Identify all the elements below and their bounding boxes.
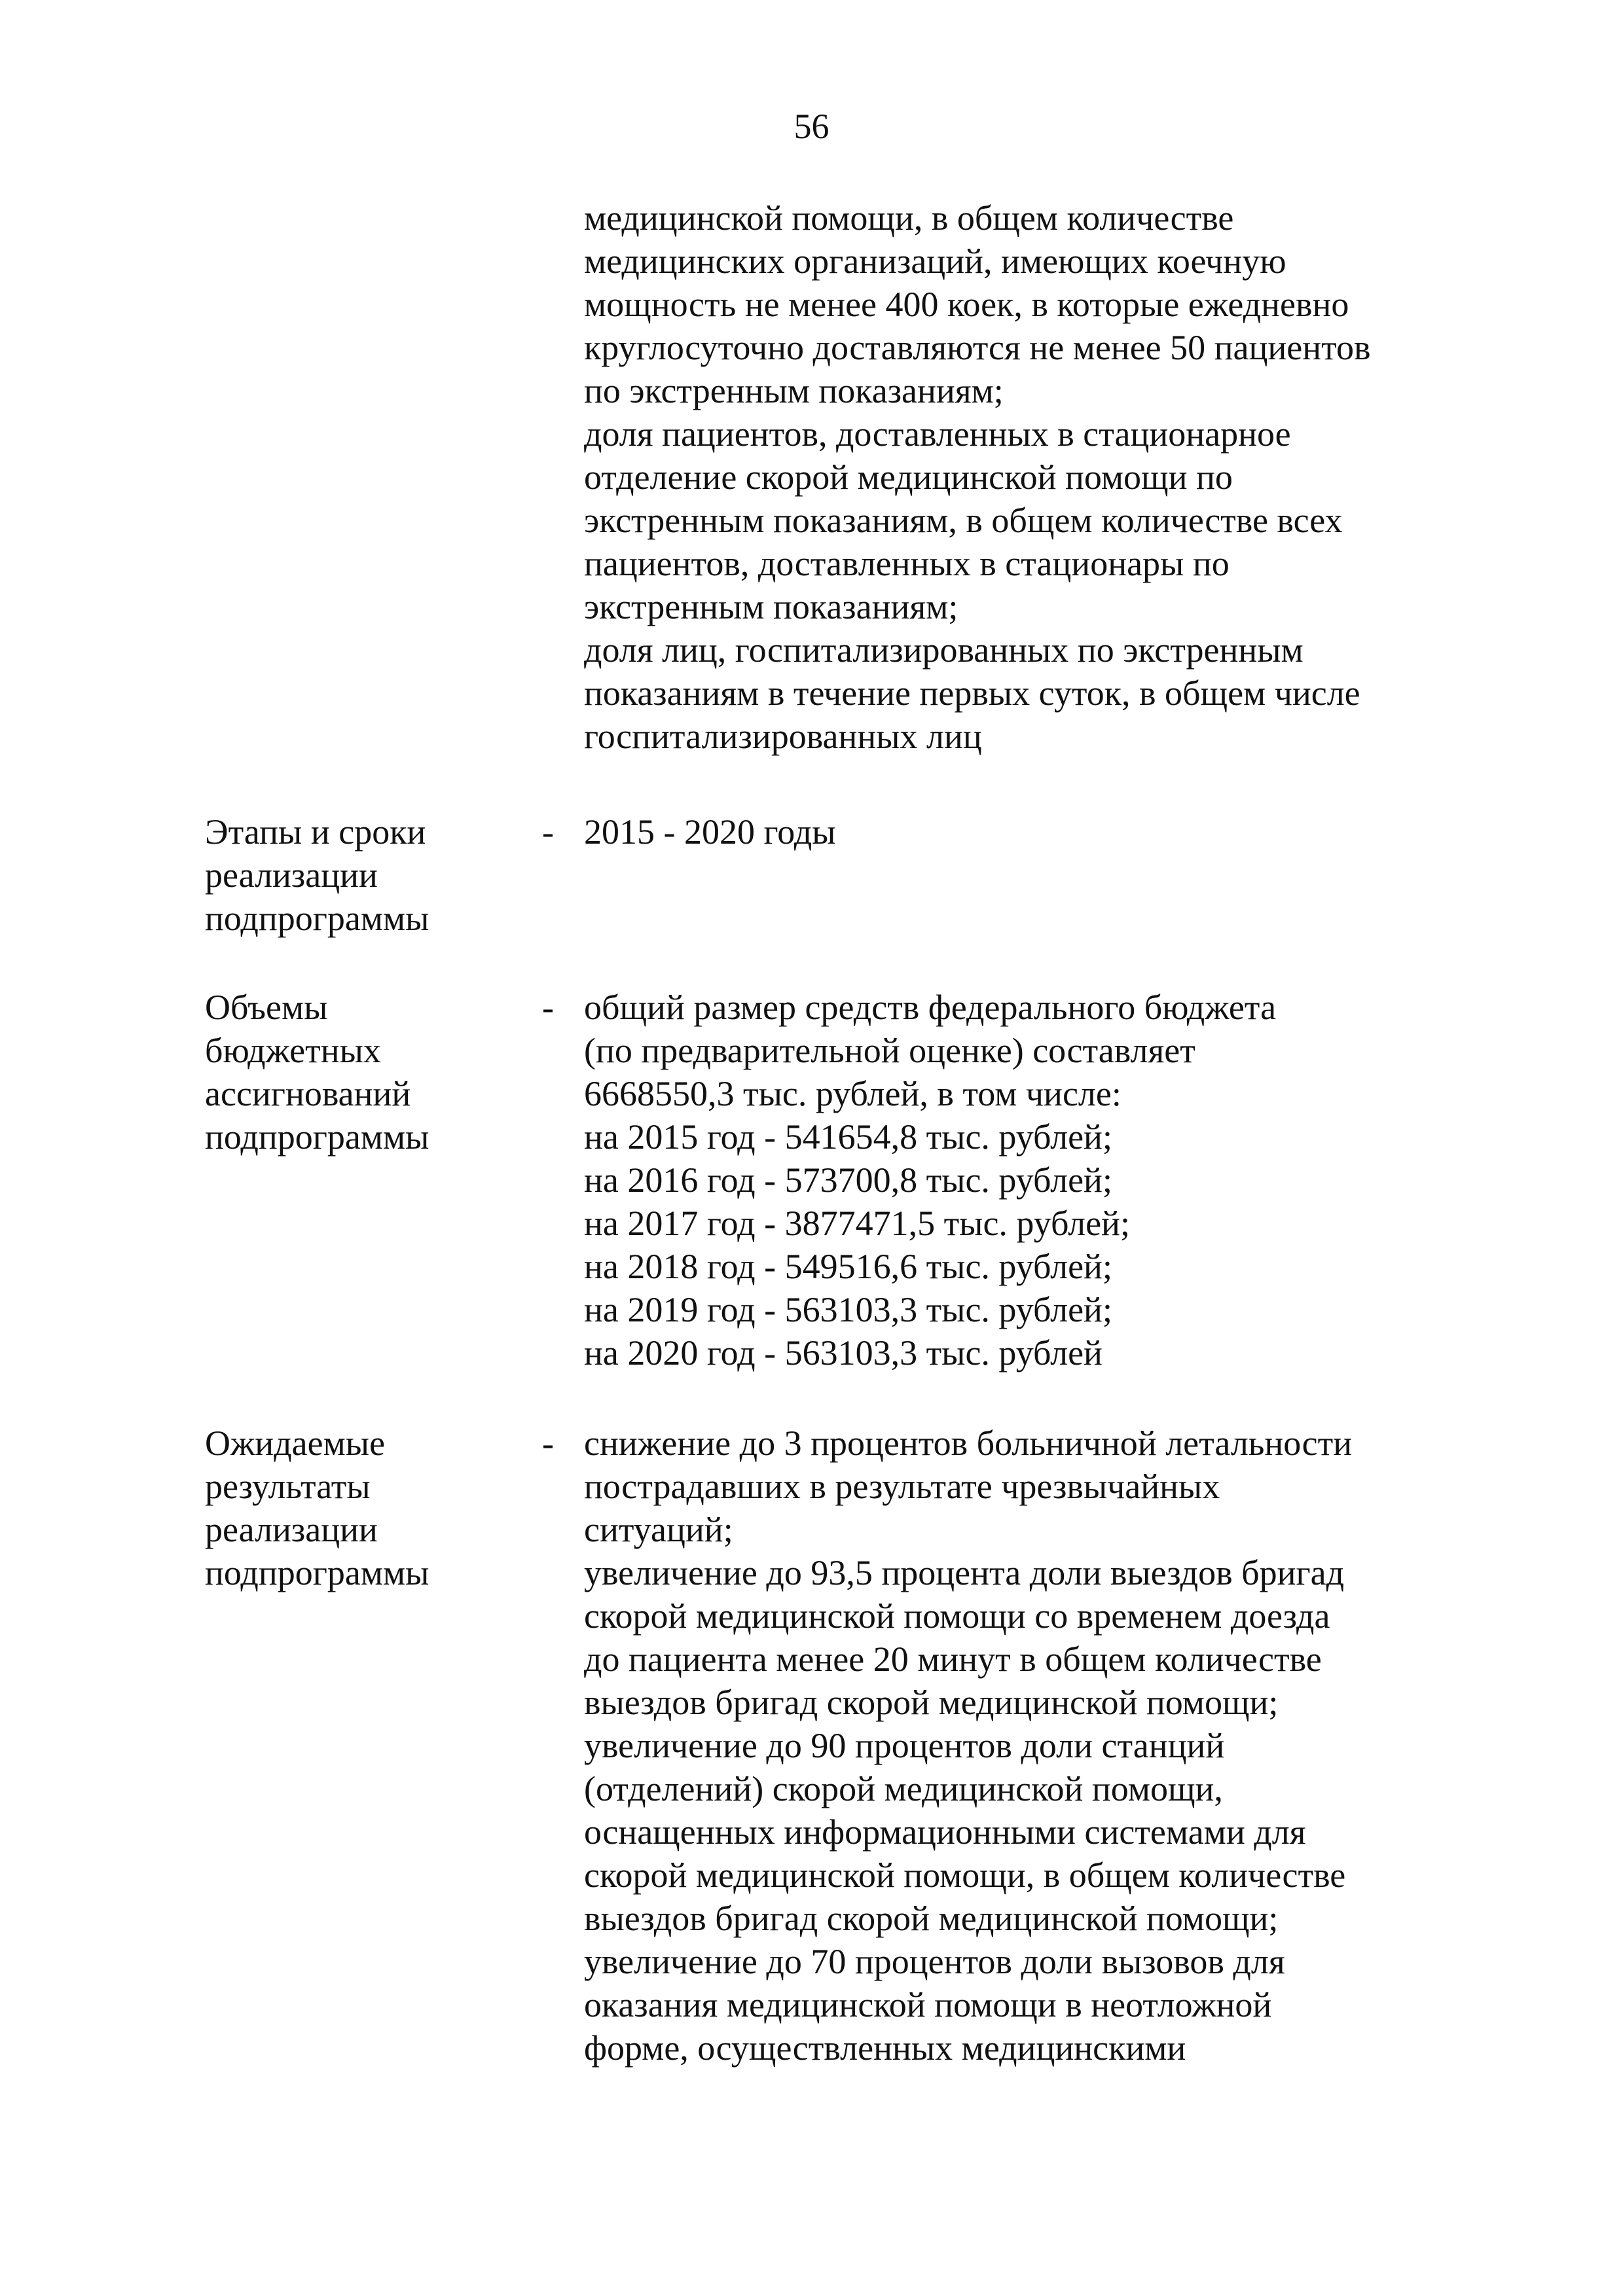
value-line: 6668550,3 тыс. рублей, в том числе: [584, 1074, 1122, 1113]
intro-line: экстренным показаниям; [584, 587, 958, 626]
label-line: Объемы [205, 988, 328, 1027]
value-line: снижение до 3 процентов больничной летальности [584, 1424, 1353, 1463]
section-value [584, 810, 1501, 853]
value-line: оснащенных информационными системами для [584, 1812, 1306, 1852]
label-line: подпрограммы [205, 1553, 429, 1592]
label-line: Ожидаемые [205, 1424, 386, 1463]
value-line: 2015 - 2020 годы [584, 812, 836, 852]
intro-line: по экстренным показаниям; [584, 371, 1004, 410]
section-value [584, 986, 1501, 1374]
intro-line: доля лиц, госпитализированных по экстренным [584, 630, 1304, 670]
intro-line: пациентов, доставленных в стационары по [584, 544, 1230, 583]
value-line: (по предварительной оценке) составляет [584, 1031, 1195, 1070]
value-line: на 2017 год - 3877471,5 тыс. рублей; [584, 1204, 1130, 1243]
intro-line: отделение скорой медицинской помощи по [584, 457, 1233, 497]
label-line: результаты [205, 1467, 371, 1506]
value-line: выездов бригад скорой медицинской помощи; [584, 1683, 1279, 1722]
value-line: увеличение до 93,5 процента доли выездов бригад [584, 1553, 1345, 1592]
value-line: на 2018 год - 549516,6 тыс. рублей; [584, 1247, 1112, 1286]
value-line: оказания медицинской помощи в неотложной [584, 1985, 1272, 2024]
section-dash: - [542, 988, 554, 1027]
value-line: скорой медицинской помощи со временем доезда [584, 1596, 1330, 1636]
intro-line: медицинской помощи, в общем количестве [584, 198, 1234, 238]
value-line: на 2015 год - 541654,8 тыс. рублей; [584, 1117, 1112, 1157]
label-line: ассигнований [205, 1074, 411, 1113]
label-line: Этапы и сроки [205, 812, 426, 852]
value-line: увеличение до 90 процентов доли станций [584, 1726, 1225, 1765]
value-line: скорой медицинской помощи, в общем количестве [584, 1856, 1346, 1895]
section-label [205, 986, 519, 1158]
section-label [205, 810, 519, 940]
intro-line: показаниям в течение первых суток, в общем числе [584, 673, 1360, 713]
value-line: форме, осуществленных медицинскими [584, 2028, 1186, 2068]
value-line: увеличение до 70 процентов доли вызовов для [584, 1942, 1285, 1981]
intro-line: госпитализированных лиц [584, 717, 982, 756]
section-dash: - [542, 812, 554, 852]
label-line: подпрограммы [205, 1117, 429, 1157]
page-number: 56 [793, 107, 830, 146]
intro-line: мощность не менее 400 коек, в которые ежедневно [584, 285, 1349, 324]
section-value [584, 1422, 1501, 2070]
value-line: пострадавших в результате чрезвычайных [584, 1467, 1220, 1506]
label-line: реализации [205, 1510, 378, 1549]
value-line: на 2016 год - 573700,8 тыс. рублей; [584, 1160, 1112, 1200]
value-line: (отделений) скорой медицинской помощи, [584, 1769, 1223, 1808]
value-line: на 2019 год - 563103,3 тыс. рублей; [584, 1290, 1112, 1329]
label-line: подпрограммы [205, 899, 429, 938]
section-label [205, 1422, 519, 1594]
section-dash: - [542, 1424, 554, 1463]
value-line: общий размер средств федерального бюджета [584, 988, 1277, 1027]
intro-line: круглосуточно доставляются не менее 50 пациентов [584, 328, 1371, 367]
label-line: реализации [205, 855, 378, 895]
intro-line: медицинских организаций, имеющих коечную [584, 242, 1286, 281]
value-line: до пациента менее 20 минут в общем количестве [584, 1640, 1322, 1679]
value-line: ситуаций; [584, 1510, 733, 1549]
intro-text [584, 196, 1501, 758]
intro-line: доля пациентов, доставленных в стационарное [584, 414, 1291, 454]
intro-line: экстренным показаниям, в общем количестве всех [584, 501, 1343, 540]
label-line: бюджетных [205, 1031, 381, 1070]
value-line: на 2020 год - 563103,3 тыс. рублей [584, 1333, 1103, 1372]
value-line: выездов бригад скорой медицинской помощи; [584, 1899, 1279, 1938]
